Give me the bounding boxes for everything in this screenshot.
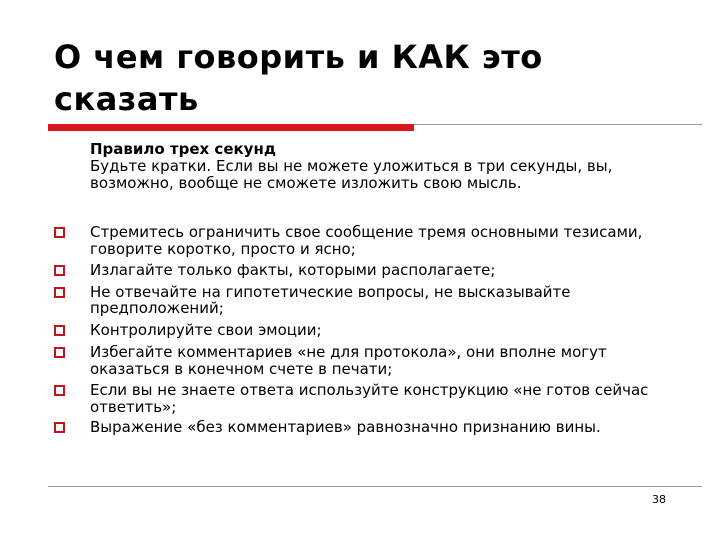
hollow-square-bullet-icon <box>54 265 65 276</box>
hollow-square-bullet-icon <box>54 227 65 238</box>
bullet-text: Избегайте комментариев «не для протокола», они вполне могут оказаться в конечном счете в печати; <box>90 343 607 378</box>
intro-text: Будьте кратки. Если вы не можете уложиться в три секунды, вы, возможно, вообще не сможете изложить свою мысль. <box>90 157 613 192</box>
bullet-text: Если вы не знаете ответа используйте конструкцию «не готов сейчас ответить»; <box>90 381 649 416</box>
bullet-item <box>52 419 662 436</box>
bullet-item <box>52 284 662 317</box>
bullet-text: Излагайте только факты, которыми располагаете; <box>90 261 496 279</box>
footer-divider <box>48 486 702 487</box>
slide-title: О чем говорить и КАК это сказать <box>54 38 543 118</box>
bullet-item <box>52 322 662 339</box>
bullet-item <box>52 344 662 377</box>
bullet-text: Не отвечайте на гипотетические вопросы, не высказывайте предположений; <box>90 282 571 317</box>
bullet-item <box>52 224 662 257</box>
intro-heading: Правило трех секунд <box>90 140 276 158</box>
hollow-square-bullet-icon <box>54 325 65 336</box>
hollow-square-bullet-icon <box>54 422 65 433</box>
title-underline-red <box>48 124 414 131</box>
bullet-text: Контролируйте свои эмоции; <box>90 320 322 339</box>
hollow-square-bullet-icon <box>54 347 65 358</box>
intro-block <box>90 141 700 192</box>
bullet-text: Выражение «без комментариев» равнозначно признанию вины. <box>90 418 601 436</box>
bullet-item <box>52 262 662 279</box>
bullet-text: Стремитесь ограничить свое сообщение тремя основными тезисами, говорите коротко, просто и ясно; <box>90 223 643 258</box>
page-number: 38 <box>652 493 666 506</box>
hollow-square-bullet-icon <box>54 287 65 298</box>
bullet-item <box>52 382 662 415</box>
bullet-list <box>52 224 662 436</box>
hollow-square-bullet-icon <box>54 385 65 396</box>
